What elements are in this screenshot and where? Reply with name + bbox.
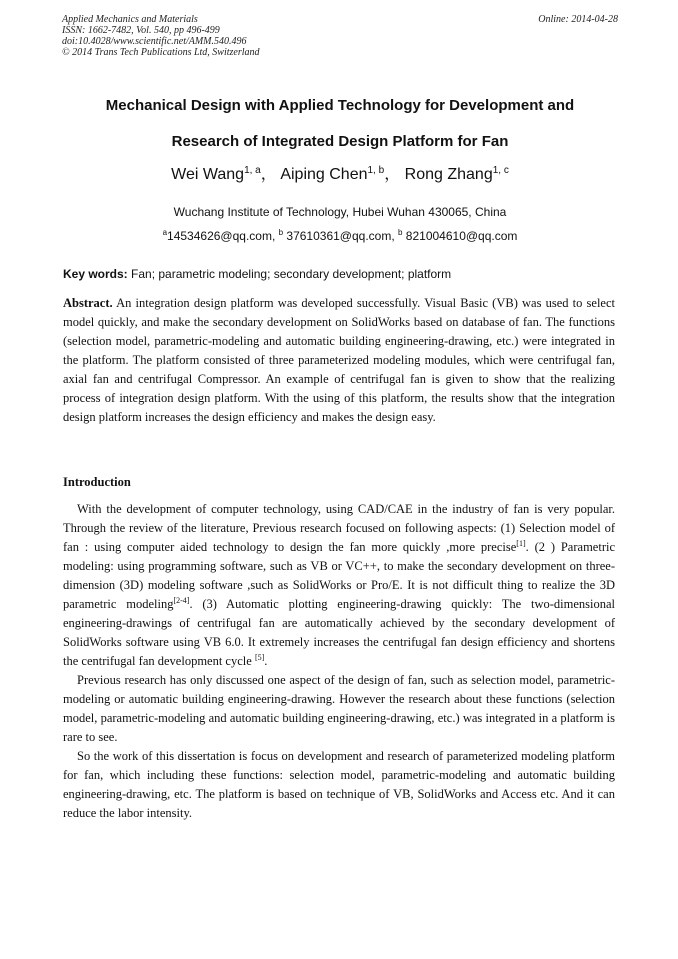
citation-ref: [5]	[254, 653, 265, 662]
title-line-1: Mechanical Design with Applied Technology for Development and	[105, 97, 575, 114]
journal-name: Applied Mechanics and Materials	[62, 14, 198, 25]
author-affil-mark: 1, c	[492, 165, 509, 176]
author-separator: ，	[384, 166, 401, 183]
citation-ref: [2-4]	[173, 596, 190, 605]
section-heading-introduction: Introduction	[63, 475, 131, 489]
author-name: Wei Wang	[171, 166, 245, 183]
affiliation: Wuchang Institute of Technology, Hubei Wuhan 430065, China	[173, 205, 507, 219]
doi-line: doi:10.4028/www.scientific.net/AMM.540.496	[62, 36, 247, 47]
issn-line: ISSN: 1662-7482, Vol. 540, pp 496-499	[62, 25, 220, 36]
author-separator: ，	[260, 166, 277, 183]
author-affil-mark: 1, b	[367, 165, 385, 176]
intro-paragraph-1	[63, 500, 615, 671]
email-mark: a	[162, 228, 168, 237]
introduction-body	[63, 500, 615, 823]
title-line-2: Research of Integrated Design Platform for Fan	[171, 133, 509, 150]
journal-header	[62, 14, 618, 58]
paper-title	[62, 88, 618, 160]
keywords	[63, 266, 619, 282]
abstract-text: An integration design platform was developed successfully. Visual Basic (VB) was used to select model quickly, and make the secondary development on SolidWorks based on database of fan. The functions (selection model, parametric-modeling and automatic building engineering-drawing, etc.) were integrated in the platform. The platform consisted of three parameterized modeling modules, which were centrifugal fan, axial fan and centrifugal Compressor. An example of centrifugal fan is given to show that the realizing process of integration design platform. With the using of this platform, the results show that the integration design platform increases the design efficiency and makes the design easy.	[63, 296, 615, 424]
author-affil-mark: 1, a	[244, 165, 261, 176]
intro-paragraph-3: So the work of this dissertation is focus on development and research of parameterized modeling platform for fan, which including these functions: selection model, parametric-modeling and automatic building engineering-drawing, etc. The platform is based on technique of VB, SolidWorks and Access etc. And it can reduce the labor intensity.	[63, 749, 615, 820]
copyright-line: © 2014 Trans Tech Publications Ltd, Switzerland	[62, 47, 260, 58]
author-name: Rong Zhang	[404, 166, 493, 183]
email-list	[62, 228, 618, 244]
author-list	[62, 165, 618, 185]
keywords-text: Fan; parametric modeling; secondary development; platform	[127, 267, 452, 281]
email-address: 821004610@qq.com	[402, 229, 518, 243]
intro-p1-text: With the development of computer technology, using CAD/CAE in the industry of fan is very popular. Through the review of the literature, Previous research focused on following aspects: (1) Selection model of fan : using computer aided technology to design the fan more quickly ,more precise	[63, 502, 615, 554]
author-name: Aiping Chen	[280, 166, 368, 183]
email-address: 37610361@qq.com,	[283, 229, 399, 243]
email-address: 14534626@qq.com,	[167, 229, 279, 243]
email-mark: b	[278, 228, 284, 237]
keywords-label: Key words:	[63, 267, 128, 281]
intro-p1-text: . (2 ) Parametric modeling: using programming software, such as VB or VC++, to make the secondary development on three-dimension (3D) modeling software ,such as SolidWorks or Pro/E. It is not difficult thing to realize the 3D parametric modeling	[63, 540, 615, 611]
abstract-label: Abstract.	[63, 296, 113, 310]
intro-paragraph-2: Previous research has only discussed one aspect of the design of fan, such as selection model, parametric-modeling or automatic building engineering-drawing. However the research about these functions (selection model, parametric-modeling and automatic building engineering-drawing, etc.) was integrated in a platform is rare to see.	[63, 673, 615, 744]
citation-ref: [1]	[516, 539, 526, 548]
intro-p1-text: . (3) Automatic plotting engineering-drawing quickly: The two-dimensional engineering-drawings of centrifugal fan are automatically achieved by the secondary development of SolidWorks software using VB 6.0. It extremely increases the centrifugal fan design efficiency and shortens the centrifugal fan development cycle	[63, 597, 615, 668]
online-date: Online: 2014-04-28	[538, 14, 618, 25]
email-mark: b	[398, 228, 403, 237]
abstract	[63, 294, 615, 427]
intro-p1-text: .	[264, 654, 268, 668]
